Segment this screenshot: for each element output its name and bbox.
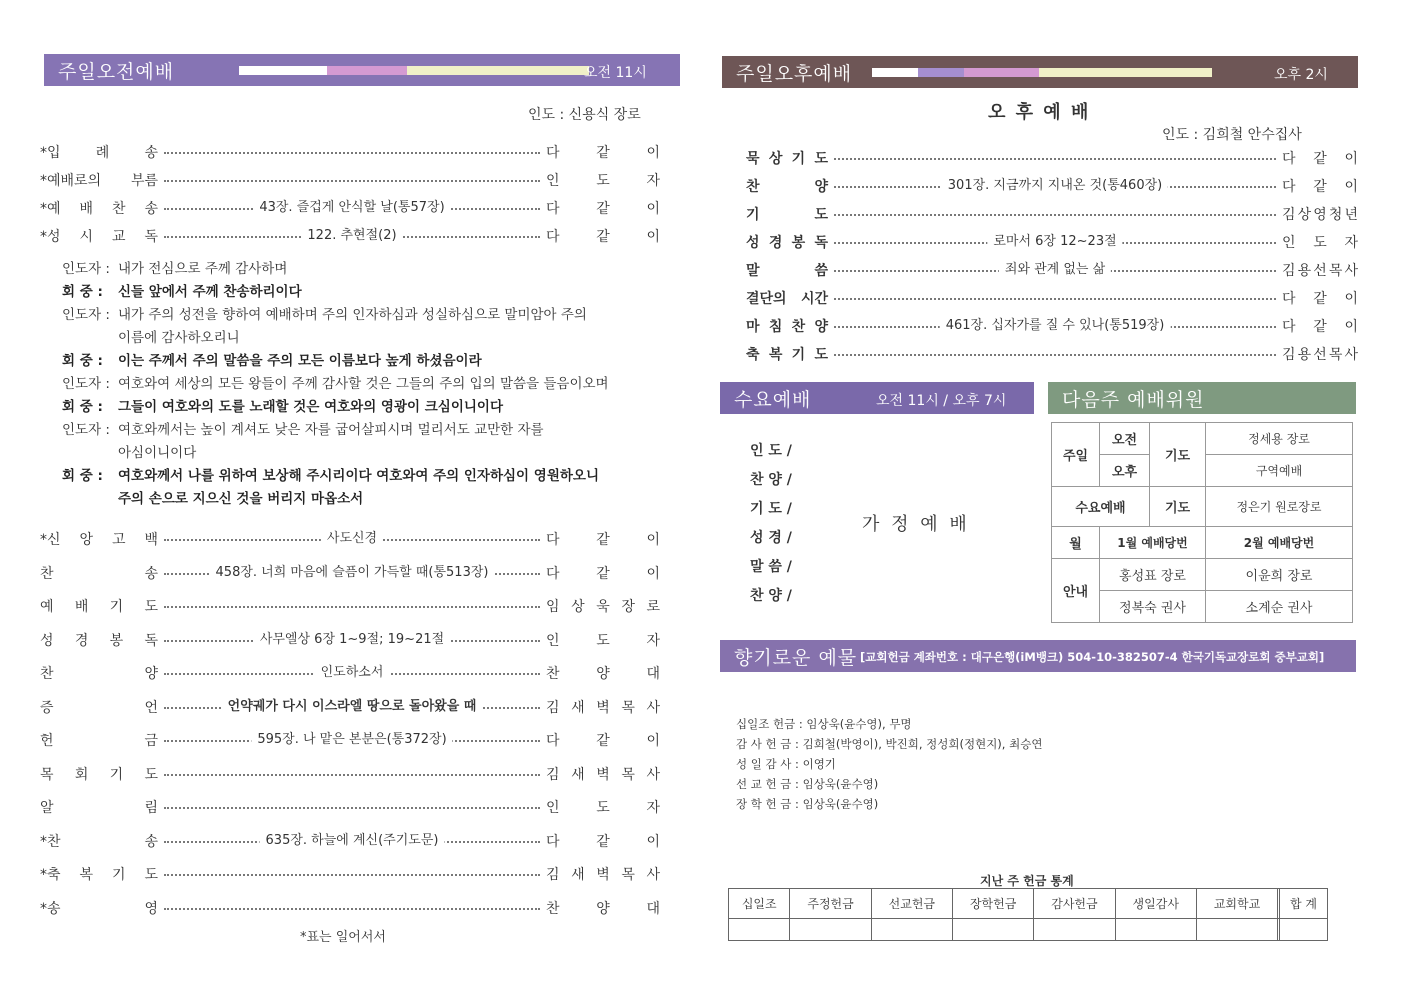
order-person: 다 같 이 (546, 532, 660, 548)
stats-value-cell (1034, 919, 1115, 941)
afternoon-heading: 오 후 예 배 (988, 102, 1091, 123)
offering-section (720, 636, 1360, 956)
order-row (40, 898, 660, 918)
dot-leader (834, 260, 1276, 280)
dot-leader (834, 232, 1276, 252)
order-detail: 122. 추현절(2) (301, 226, 402, 246)
afternoon-title: 주일오후예배 (736, 62, 853, 85)
order-person: 다 같 이 (546, 145, 660, 161)
wednesday-time: 오전 11시 / 오후 7시 (876, 393, 1007, 409)
order-row (40, 764, 660, 784)
stats-value-cell (1196, 919, 1277, 941)
dot-leader (164, 663, 540, 683)
morning-service-section (0, 0, 700, 992)
order-label: *찬 송 (40, 833, 158, 850)
responsive-line (62, 258, 662, 281)
order-label: 찬 송 (40, 565, 158, 582)
stats-header-cell: 교회학교 (1196, 889, 1277, 919)
wednesday-center-text: 가 정 예 배 (862, 514, 970, 535)
order-row (746, 288, 1358, 308)
morning-time: 오전 11시 (584, 65, 647, 81)
responsive-line (62, 373, 662, 396)
stats-value-cell (953, 919, 1034, 941)
order-detail: 사도신경 (321, 529, 383, 549)
dot-leader (164, 797, 540, 817)
responsive-line (62, 350, 662, 373)
order-detail: 301장. 지금까지 지내온 것(통460장) (942, 176, 1168, 196)
dot-leader (834, 204, 1276, 224)
dot-leader (164, 730, 540, 750)
reading-text: 내가 전심으로 주께 감사하며 (118, 261, 288, 277)
stats-header-cell: 십일조 (729, 889, 790, 919)
speaker: 인도자 : (62, 422, 110, 438)
dot-leader (834, 288, 1276, 308)
offering-line: 선 교 헌 금 : 임상욱(윤수영) (736, 777, 879, 791)
offering-line: 십일조 헌금 : 임상욱(윤수영), 무명 (736, 717, 912, 731)
order-detail: 인도하소서 (315, 663, 390, 683)
order-label: *성 시 교 독 (40, 229, 158, 245)
stats-header-cell: 선교헌금 (871, 889, 952, 919)
order-label: *송 영 (40, 900, 158, 917)
order-row (746, 260, 1358, 280)
wed-prayer-cell: 기도 (1150, 487, 1206, 527)
offering-header-bar (720, 640, 1356, 672)
wednesday-item: 찬 양 / (750, 472, 792, 488)
order-person: 인 도 자 (546, 173, 660, 189)
speaker: 회 중 : (62, 468, 103, 484)
afternoon-service-section (700, 0, 1403, 380)
stats-header-cell: 주정헌금 (790, 889, 871, 919)
offering-line: 장 학 헌 금 : 임상욱(윤수영) (736, 797, 879, 811)
order-label: 목 회 기 도 (40, 766, 158, 783)
stats-header-cell: 감사헌금 (1034, 889, 1115, 919)
dot-leader (164, 563, 540, 583)
dot-leader (164, 898, 540, 918)
order-person: 다 같 이 (546, 833, 660, 850)
dot-leader (164, 864, 540, 884)
order-person: 다 같 이 (546, 733, 660, 749)
order-label: *입 례 송 (40, 145, 158, 161)
order-row (746, 232, 1358, 252)
dot-leader (834, 316, 1276, 336)
reading-text: 신들 앞에서 주께 찬송하리이다 (118, 284, 302, 300)
month-cell: 월 (1052, 527, 1100, 559)
order-row (40, 198, 660, 218)
stats-header-cell: 합 계 (1279, 889, 1327, 919)
order-person: 김 용 선 목 사 (1282, 263, 1358, 279)
order-person: 다 같 이 (1282, 319, 1358, 335)
dot-leader (164, 170, 540, 190)
order-person: 김 새 벽 목 사 (546, 867, 660, 883)
order-label: *신 앙 고 백 (40, 532, 158, 548)
stats-title: 지난 주 헌금 통계 (980, 874, 1074, 888)
dot-leader (164, 226, 540, 246)
reading-text: 여호와께서 나를 위하여 보상해 주시리이다 여호와여 주의 인자하심이 영원하오니 (118, 468, 599, 484)
order-row (746, 148, 1358, 168)
order-label: 증 언 (40, 699, 158, 716)
order-label: 찬 양 (40, 666, 158, 682)
speaker: 회 중 : (62, 284, 103, 300)
reading-text: 그들이 여호와의 도를 노래할 것은 여호와의 영광이 크심이니이다 (118, 399, 504, 415)
order-row (40, 697, 660, 717)
speaker: 인도자 : (62, 261, 110, 277)
feb-guide-2: 소계순 권사 (1206, 591, 1353, 623)
order-detail: 사무엘상 6장 1~9절; 19~21절 (254, 630, 450, 650)
reading-continuation: 주의 손으로 지으신 것을 버리지 마옵소서 (118, 491, 364, 507)
speaker: 인도자 : (62, 307, 110, 323)
order-detail: 언약궤가 다시 이스라엘 땅으로 돌아왔을 때 (222, 697, 483, 717)
sunday-cell: 주일 (1052, 423, 1100, 487)
order-label: 묵 상 기 도 (746, 151, 828, 167)
offering-line: 성 일 감 사 : 이영기 (736, 757, 836, 771)
order-label: *예 배 찬 송 (40, 201, 158, 217)
next-week-section (1048, 380, 1358, 620)
dot-leader (834, 148, 1276, 168)
morning-header-bar (44, 54, 680, 86)
order-detail: 458장. 너희 마음에 슬픔이 가득할 때(통513장) (210, 563, 495, 583)
order-person: 찬 양 대 (546, 666, 660, 682)
order-label: *축 복 기 도 (40, 867, 158, 883)
order-person: 김 상 영 청 년 (1282, 207, 1358, 223)
order-label: 기 도 (746, 207, 828, 223)
dot-leader (164, 630, 540, 650)
wed-cell: 수요예배 (1052, 487, 1150, 527)
order-detail: 635장. 하늘에 계신(주기도문) (260, 831, 445, 851)
order-row (40, 142, 660, 162)
wednesday-header-bar (720, 382, 1034, 414)
responsive-line (62, 465, 662, 511)
order-label: 마 침 찬 양 (746, 319, 828, 335)
afternoon-time: 오후 2시 (1274, 67, 1328, 83)
jan-cell: 1월 예배당번 (1100, 527, 1206, 559)
order-label: 예 배 기 도 (40, 599, 158, 615)
order-row (40, 529, 660, 549)
order-row (40, 663, 660, 683)
order-detail: 죄와 관계 없는 삶 (999, 260, 1111, 280)
dot-leader (164, 596, 540, 616)
order-label: 성 경 봉 독 (746, 235, 828, 251)
dot-leader (164, 529, 540, 549)
am-name-cell: 정세용 장로 (1206, 423, 1353, 455)
order-label: 축 복 기 도 (746, 347, 828, 363)
order-row (40, 831, 660, 851)
order-person: 다 같 이 (1282, 291, 1358, 307)
dot-leader (164, 198, 540, 218)
order-row (40, 864, 660, 884)
order-person: 다 같 이 (546, 565, 660, 582)
stats-header-cell: 생일감사 (1115, 889, 1196, 919)
order-detail: 로마서 6장 12~23절 (987, 232, 1122, 252)
responsive-line (62, 396, 662, 419)
morning-title: 주일오전예배 (58, 60, 175, 83)
feb-cell: 2월 예배당번 (1206, 527, 1353, 559)
responsive-line (62, 304, 662, 350)
order-label: 헌 금 (40, 733, 158, 749)
reading-continuation: 이름에 감사하오리니 (118, 330, 240, 346)
order-detail: 461장. 십자가를 질 수 있나(통519장) (940, 316, 1171, 336)
prayer-cell: 기도 (1150, 423, 1206, 487)
speaker: 인도자 : (62, 376, 110, 392)
speaker: 회 중 : (62, 353, 103, 369)
order-row (40, 630, 660, 650)
reading-text: 내가 주의 성전을 향하여 예배하며 주의 인자하심과 성실하심으로 말미암아 주의 (118, 307, 587, 323)
order-label: 알 림 (40, 800, 158, 816)
order-row (746, 204, 1358, 224)
stats-value-cell (871, 919, 952, 941)
standing-footnote: *표는 일어서서 (300, 930, 386, 945)
offering-account: [교회헌금 계좌번호 : 대구은행(iM뱅크) 504-10-382507-4 한국기독교장로회 중부교회] (860, 650, 1325, 664)
order-person: 다 같 이 (546, 229, 660, 245)
next-week-table (1051, 422, 1353, 623)
order-row (746, 176, 1358, 196)
order-row (40, 730, 660, 750)
responsive-line (62, 419, 662, 465)
order-label: 말 씀 (746, 263, 828, 279)
reading-text: 이는 주께서 주의 말씀을 주의 모든 이름보다 높게 하셨음이라 (118, 353, 482, 369)
stats-header-cell: 장학헌금 (953, 889, 1034, 919)
next-week-header-bar (1048, 382, 1356, 414)
responsive-line (62, 281, 662, 304)
header-stripe (872, 68, 1212, 77)
offering-title: 향기로운 예물 (734, 646, 858, 669)
am-cell: 오전 (1100, 423, 1150, 455)
morning-leader: 인도 : 신용식 장로 (528, 107, 641, 123)
afternoon-header-bar (722, 56, 1358, 88)
order-person: 임 상 욱 장 로 (546, 599, 660, 615)
order-label: 결단의 시간 (746, 291, 828, 307)
order-row (746, 344, 1358, 364)
order-label: *예배로의 부름 (40, 173, 158, 189)
afternoon-leader: 인도 : 김희철 안수집사 (1162, 127, 1302, 143)
dot-leader (164, 764, 540, 784)
stats-value-cell (790, 919, 871, 941)
order-row (40, 226, 660, 246)
dot-leader (834, 176, 1276, 196)
dot-leader (164, 831, 540, 851)
offering-stats-table (728, 888, 1328, 941)
wednesday-title: 수요예배 (734, 388, 812, 411)
wednesday-item: 기 도 / (750, 501, 792, 517)
jan-guide-1: 홍성표 장로 (1100, 559, 1206, 591)
dot-leader (834, 344, 1276, 364)
pm-cell: 오후 (1100, 455, 1150, 487)
pm-name-cell: 구역예배 (1206, 455, 1353, 487)
order-detail: 43장. 즐겁게 안식할 날(통57장) (253, 198, 450, 218)
feb-guide-1: 이윤희 장로 (1206, 559, 1353, 591)
reading-continuation: 아심이니이다 (118, 445, 197, 461)
order-label: 성 경 봉 독 (40, 632, 158, 649)
wed-name-cell: 정은기 원로장로 (1206, 487, 1353, 527)
wednesday-item: 찬 양 / (750, 588, 792, 604)
order-person: 다 같 이 (546, 201, 660, 217)
order-person: 인 도 자 (546, 800, 660, 816)
next-week-title: 다음주 예배위원 (1062, 388, 1205, 411)
speaker: 회 중 : (62, 399, 103, 415)
guide-cell: 안내 (1052, 559, 1100, 623)
order-person: 김 용 선 목 사 (1282, 347, 1358, 363)
order-row (746, 316, 1358, 336)
wednesday-item: 인 도 / (750, 443, 792, 459)
order-person: 다 같 이 (1282, 151, 1358, 167)
wednesday-item: 말 씀 / (750, 559, 792, 575)
dot-leader (164, 142, 540, 162)
dot-leader (164, 697, 540, 717)
order-row (40, 596, 660, 616)
stats-value-cell (729, 919, 790, 941)
header-stripe (239, 66, 589, 75)
order-person: 인 도 자 (1282, 235, 1358, 251)
order-person: 인 도 자 (546, 632, 660, 649)
order-person: 다 같 이 (1282, 179, 1358, 195)
order-row (40, 563, 660, 583)
order-row (40, 797, 660, 817)
order-person: 김 새 벽 목 사 (546, 766, 660, 783)
jan-guide-2: 정복숙 권사 (1100, 591, 1206, 623)
order-person: 김 새 벽 목 사 (546, 699, 660, 716)
order-row (40, 170, 660, 190)
reading-text: 여호와여 세상의 모든 왕들이 주께 감사할 것은 그들의 주의 입의 말씀을 들음이오며 (118, 376, 609, 392)
wednesday-service-section (720, 380, 1035, 620)
order-label: 찬 양 (746, 179, 828, 195)
order-person: 찬 양 대 (546, 900, 660, 917)
order-detail: 595장. 나 맡은 본분은(통372장) (251, 730, 452, 750)
offering-line: 감 사 헌 금 : 김희철(박영이), 박진희, 정성희(정현지), 최승연 (736, 737, 1043, 751)
reading-text: 여호와께서는 높이 계셔도 낮은 자를 굽어살피시며 멀리서도 교만한 자를 (118, 422, 544, 438)
stats-value-cell (1115, 919, 1196, 941)
stats-value-cell (1279, 919, 1327, 941)
wednesday-item: 성 경 / (750, 530, 792, 546)
